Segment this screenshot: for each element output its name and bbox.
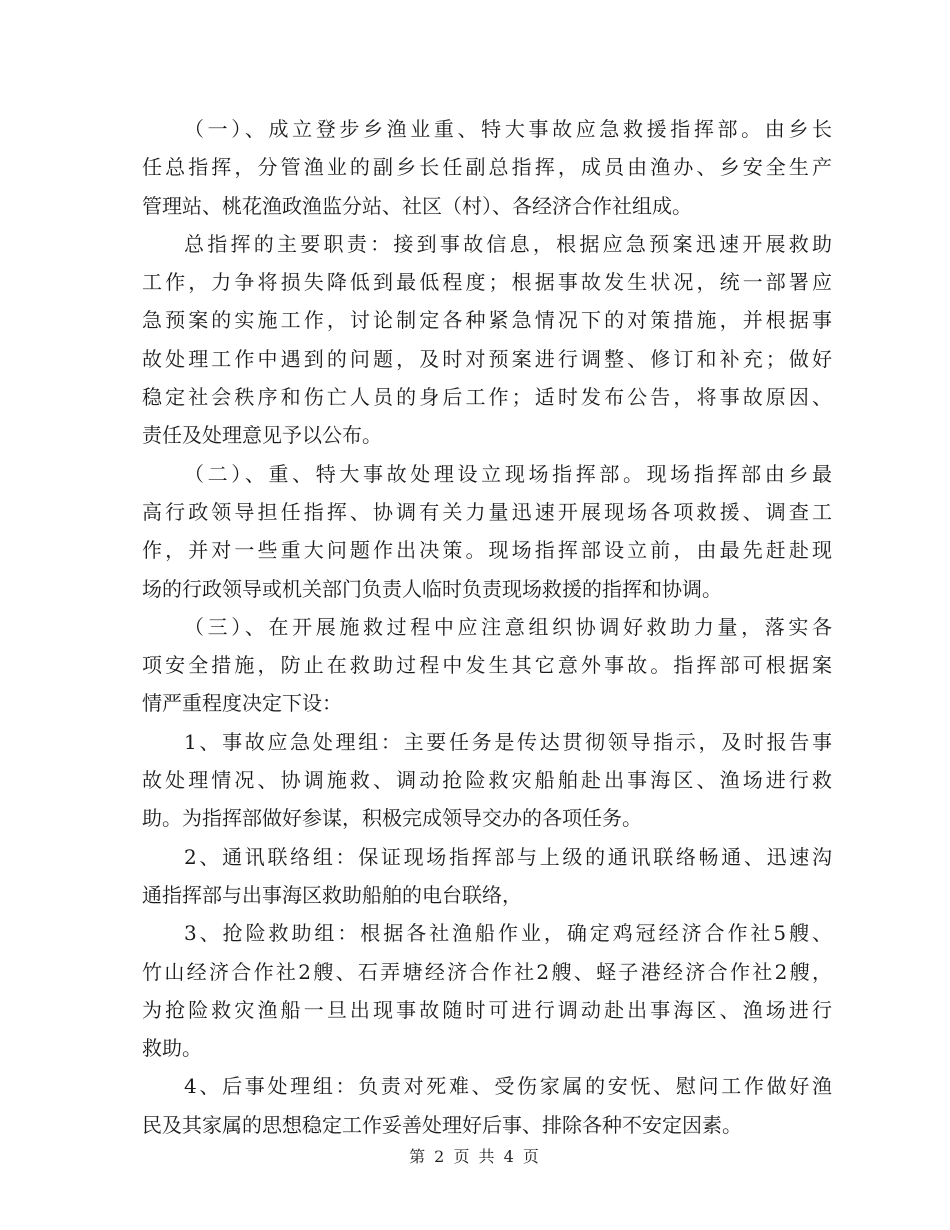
paragraph-1 bbox=[142, 113, 832, 222]
paragraph-line: 故处理工作中遇到的问题，及时对预案进行调整、修订和补充；做好 bbox=[142, 346, 832, 371]
paragraph-line: 场的行政领导或机关部门负责人临时负责现场救援的指挥和协调。 bbox=[142, 576, 722, 601]
paragraph-line: 4、后事处理组：负责对死难、受伤家属的安怃、慰问工作做好渔 bbox=[184, 1074, 832, 1099]
paragraph-line: 管理站、桃花渔政渔监分站、社区（村）、各经济合作社组成。 bbox=[142, 193, 692, 218]
paragraph-line: 通指挥部与出事海区救助船舶的电台联络， bbox=[142, 882, 522, 907]
paragraph-line: 总指挥的主要职责：接到事故信息，根据应急预案迅速开展救助 bbox=[184, 231, 832, 256]
paragraph-line: 竹山经济合作社2艘、石弄塘经济合作社2艘、蛏子港经济合作社2艘， bbox=[142, 959, 832, 984]
document-body bbox=[142, 113, 832, 1147]
paragraph-line: （三）、在开展施救过程中应注意组织协调好救助力量，落实各 bbox=[184, 614, 832, 639]
paragraph-line: 为抢险救灾渔船一旦出现事故随时可进行调动赴出事海区、渔场进行 bbox=[142, 997, 832, 1022]
paragraph-line: 3、抢险救助组：根据各社渔船作业，确定鸡冠经济合作社5艘、 bbox=[184, 921, 832, 946]
paragraph-line: 任总指挥，分管渔业的副乡长任副总指挥，成员由渔办、乡安全生产 bbox=[142, 155, 832, 180]
paragraph-line: 2、通讯联络组：保证现场指挥部与上级的通讯联络畅通、迅速沟 bbox=[184, 844, 832, 869]
paragraph-line: 工作，力争将损失降低到最低程度；根据事故发生状况，统一部署应 bbox=[142, 270, 832, 295]
paragraph-line: 救助。 bbox=[142, 1036, 202, 1061]
paragraph-line: 稳定社会秩序和伤亡人员的身后工作；适时发布公告，将事故原因、 bbox=[142, 385, 832, 410]
paragraph-line: （二）、重、特大事故处理设立现场指挥部。现场指挥部由乡最 bbox=[184, 461, 832, 486]
paragraph-line: 作，并对一些重大问题作出决策。现场指挥部设立前，由最先赶赴现 bbox=[142, 538, 832, 563]
paragraph-line: 故处理情况、协调施救、调动抢险救灾船舶赴出事海区、渔场进行救 bbox=[142, 768, 832, 793]
paragraph-line: 助。为指挥部做好参谋，积极完成领导交办的各项任务。 bbox=[142, 806, 642, 831]
page-number-footer: 第 2 页 共 4 页 bbox=[409, 1147, 541, 1166]
paragraph-line: 急预案的实施工作，讨论制定各种紧急情况下的对策措施，并根据事 bbox=[142, 308, 832, 333]
paragraph-4 bbox=[142, 611, 832, 720]
paragraph-line: 项安全措施，防止在救助过程中发生其它意外事故。指挥部可根据案 bbox=[142, 653, 832, 678]
paragraph-2 bbox=[142, 228, 832, 451]
paragraph-line: 责任及处理意见予以公布。 bbox=[142, 423, 382, 448]
paragraph-3 bbox=[142, 458, 832, 605]
paragraph-line: 1、事故应急处理组：主要任务是传达贯彻领导指示，及时报告事 bbox=[184, 729, 832, 754]
paragraph-line: （一）、成立登步乡渔业重、特大事故应急救援指挥部。由乡长 bbox=[184, 117, 832, 141]
paragraph-6 bbox=[142, 841, 832, 911]
paragraph-5 bbox=[142, 726, 832, 835]
paragraph-line: 高行政领导担任指挥、协调有关力量迅速开展现场各项救援、调查工 bbox=[142, 499, 832, 524]
paragraph-7 bbox=[142, 917, 832, 1064]
paragraph-line: 民及其家属的思想稳定工作妥善处理好后事、排除各种不安定因素。 bbox=[142, 1112, 742, 1137]
paragraph-line: 情严重程度决定下设： bbox=[142, 691, 342, 716]
paragraph-8 bbox=[142, 1070, 832, 1140]
